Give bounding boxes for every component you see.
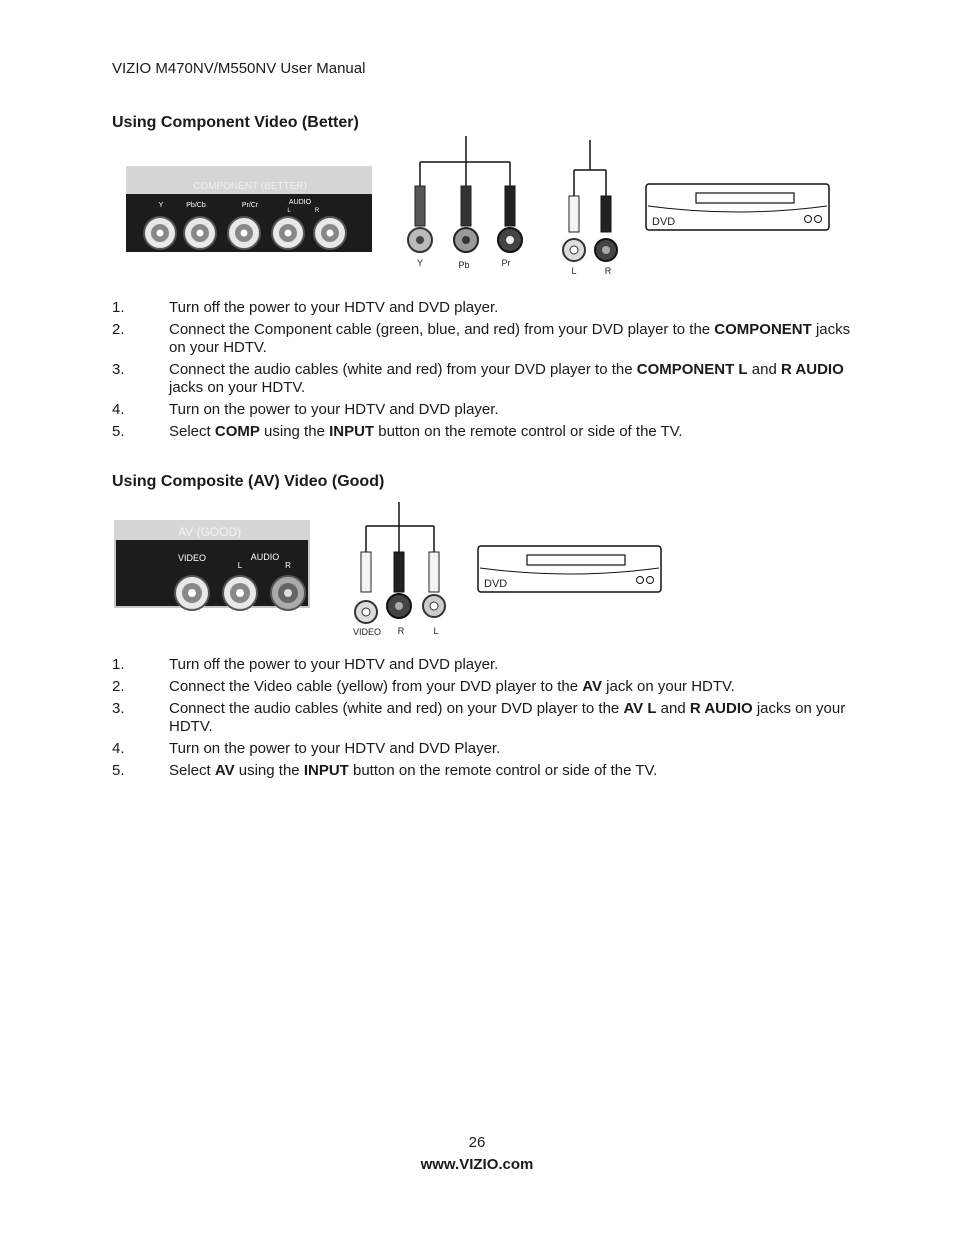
composite-plug-label-r: R	[397, 626, 405, 636]
step-text	[169, 361, 852, 397]
component-video-cable	[420, 136, 510, 186]
step-item	[112, 423, 852, 441]
composite-panel-audio-label: AUDIO	[250, 552, 280, 562]
step-item	[112, 321, 852, 357]
step-text-bold: INPUT	[329, 423, 375, 440]
step-item	[112, 299, 852, 317]
composite-dvd-player	[478, 546, 661, 592]
step-text-run: button on the remote control or side of the TV.	[374, 423, 683, 440]
step-number: 5.	[112, 423, 125, 440]
plug-label-r: R	[604, 266, 612, 276]
composite-steps-list	[112, 656, 852, 784]
plug-label-y: Y	[416, 258, 424, 268]
step-number: 2.	[112, 321, 125, 338]
component-panel-title: COMPONENT (BETTER)	[193, 181, 307, 192]
step-text-bold: R AUDIO	[780, 361, 844, 378]
step-text-run: jacks on your HDTV.	[169, 700, 846, 735]
step-text-bold: AV L	[623, 700, 657, 717]
step-text-run: using the	[234, 762, 304, 779]
composite-dvd-label: DVD	[484, 578, 508, 590]
step-text-run: using the	[259, 423, 330, 440]
composite-jacks	[175, 576, 305, 610]
component-connection-diagram	[0, 0, 954, 300]
step-number: 2.	[112, 678, 125, 695]
composite-connection-diagram	[0, 490, 954, 650]
step-item	[112, 700, 852, 736]
step-text-run: Select	[169, 762, 215, 779]
step-number: 5.	[112, 762, 125, 779]
step-text	[169, 762, 852, 780]
composite-cable	[366, 502, 434, 552]
component-tv-panel	[126, 166, 372, 252]
composite-plug-label-video: VIDEO	[352, 627, 382, 637]
composite-panel-audio-r: R	[285, 561, 291, 570]
step-item	[112, 656, 852, 674]
composite-plugs	[355, 552, 445, 623]
step-text-run: button on the remote control or side of the TV.	[348, 762, 658, 779]
component-section-heading: Using Component Video (Better)	[112, 114, 359, 131]
step-item	[112, 762, 852, 780]
composite-panel-video-label: VIDEO	[177, 553, 207, 563]
step-number: 1.	[112, 656, 125, 673]
step-text	[169, 321, 852, 357]
step-text-run: and	[656, 700, 690, 717]
step-text-bold: COMP	[214, 423, 260, 440]
component-dvd-player	[646, 184, 829, 230]
jack-label-pr: Pr/Cr	[241, 202, 259, 209]
plug-label-l: L	[571, 266, 577, 276]
step-number: 4.	[112, 740, 125, 757]
composite-panel-audio-l: L	[237, 561, 243, 570]
step-text-bold: AV	[214, 762, 235, 779]
component-dvd-label: DVD	[652, 216, 676, 228]
panel-audio-label: AUDIO	[288, 199, 312, 206]
step-text-bold: COMPONENT L	[636, 361, 748, 378]
step-text-run: Turn off the power to your HDTV and DVD player.	[169, 656, 499, 673]
component-audio-plugs	[563, 196, 617, 261]
step-text	[169, 700, 852, 736]
step-text-bold: COMPONENT	[714, 321, 812, 338]
footer-url[interactable]: www.VIZIO.com	[420, 1156, 534, 1173]
step-text-run: jack on your HDTV.	[602, 678, 735, 695]
step-text-run: Connect the audio cables (white and red) on your DVD player to the	[169, 700, 624, 717]
step-number: 4.	[112, 401, 125, 418]
document-header: VIZIO M470NV/M550NV User Manual	[112, 60, 366, 77]
step-text-run: Connect the audio cables (white and red) from your DVD player to the	[169, 361, 637, 378]
step-text	[169, 401, 852, 419]
step-text-run: jacks on your HDTV.	[169, 379, 306, 396]
composite-tv-panel	[114, 520, 310, 610]
composite-panel-title: AV (GOOD)	[178, 525, 242, 539]
panel-audio-l: L	[287, 208, 291, 214]
step-text-run: jacks on your HDTV.	[169, 321, 851, 356]
composite-plug-label-l: L	[433, 626, 439, 636]
panel-audio-r: R	[314, 208, 320, 214]
step-text-bold: INPUT	[303, 762, 349, 779]
step-text-run: Select	[169, 423, 215, 440]
step-text	[169, 740, 852, 758]
step-text	[169, 299, 852, 317]
step-text	[169, 678, 852, 696]
plug-label-pr: Pr	[501, 258, 511, 268]
step-text-run: Turn on the power to your HDTV and DVD player.	[169, 401, 499, 418]
step-text-bold: AV	[582, 678, 602, 695]
step-number: 1.	[112, 299, 125, 316]
step-item	[112, 678, 852, 696]
jack-label-y: Y	[158, 202, 164, 209]
step-text-run: Connect the Video cable (yellow) from your DVD player to the	[169, 678, 583, 695]
step-text	[169, 656, 852, 674]
plug-label-pb: Pb	[458, 260, 470, 270]
step-text-bold: R AUDIO	[689, 700, 753, 717]
step-text	[169, 423, 852, 441]
step-text-run: Connect the Component cable (green, blue, and red) from your DVD player to the	[169, 321, 715, 338]
step-number: 3.	[112, 361, 125, 378]
component-audio-cable	[574, 140, 606, 196]
jack-label-pb: Pb/Cb	[186, 202, 206, 209]
step-text-run: Turn off the power to your HDTV and DVD player.	[169, 299, 499, 316]
step-item	[112, 401, 852, 419]
step-text-run: Turn on the power to your HDTV and DVD Player.	[169, 740, 501, 757]
step-text-run: and	[747, 361, 781, 378]
component-video-plugs	[408, 186, 522, 252]
step-item	[112, 361, 852, 397]
step-item	[112, 740, 852, 758]
component-steps-list	[112, 299, 852, 445]
step-number: 3.	[112, 700, 125, 717]
page-number: 26	[468, 1134, 486, 1151]
composite-section-heading: Using Composite (AV) Video (Good)	[112, 473, 385, 490]
